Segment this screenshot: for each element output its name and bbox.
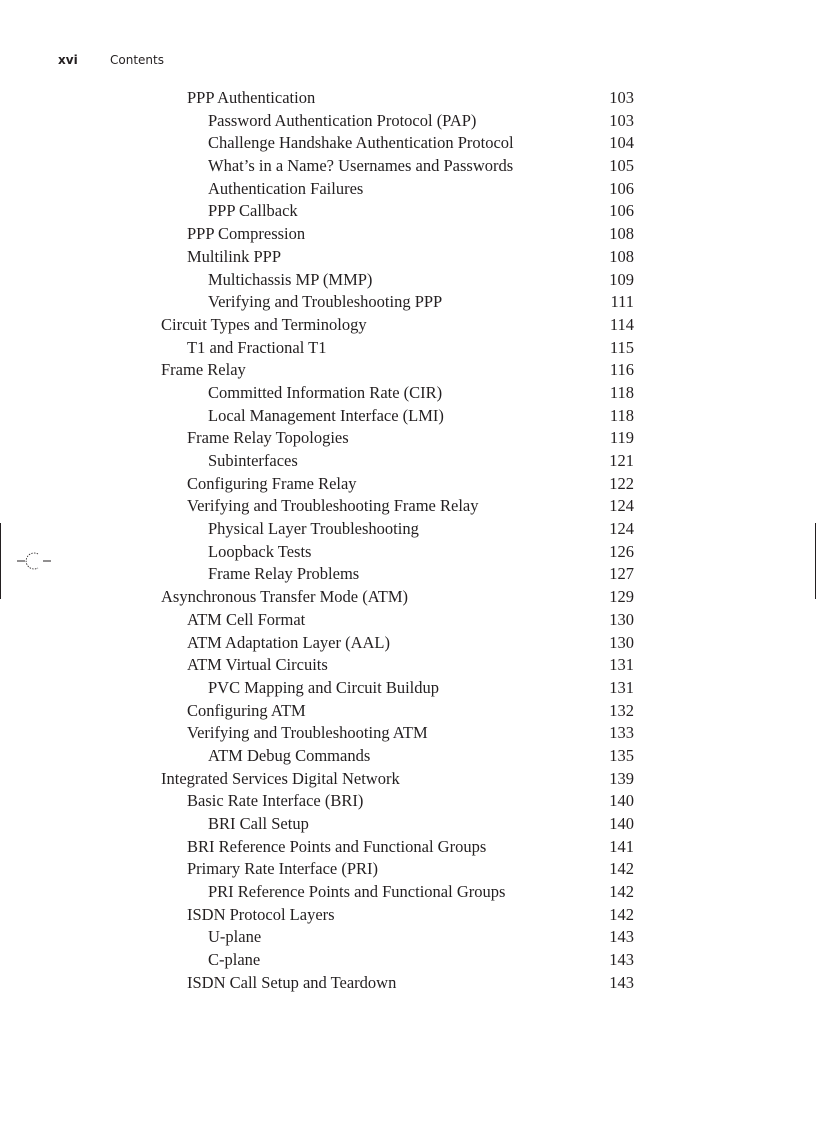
toc-entry-page: 126: [609, 541, 634, 561]
toc-entry-page: 140: [609, 814, 634, 833]
toc-entry: [0, 904, 816, 927]
toc-entry-page: 104: [609, 133, 634, 153]
toc-entry-title: ATM Adaptation Layer (AAL): [187, 632, 390, 652]
toc-entry: [0, 541, 816, 564]
toc-entry: [0, 291, 816, 314]
toc-entry-title: Asynchronous Transfer Mode (ATM): [161, 587, 409, 607]
toc-entry: [0, 132, 816, 155]
toc-entry-page: 142: [609, 882, 634, 902]
toc-entry: [0, 223, 816, 246]
toc-entry-title: BRI Call Setup: [208, 814, 309, 833]
toc-entry-page: 143: [609, 950, 634, 970]
toc-entry-title: Physical Layer Troubleshooting: [208, 519, 419, 539]
toc-entry: [0, 949, 816, 972]
toc-entry-title: Configuring Frame Relay: [187, 473, 357, 493]
toc-entry-page: 131: [609, 677, 634, 697]
toc-entry-title: ISDN Call Setup and Teardown: [187, 972, 397, 992]
toc-entry-title: Integrated Services Digital Network: [161, 768, 400, 788]
crop-mark-left: [0, 523, 1, 599]
toc-entry-page: 127: [609, 564, 634, 584]
toc-entry-title: T1 and Fractional T1: [187, 337, 327, 357]
toc-entry: [0, 359, 816, 382]
toc-entry: [0, 768, 816, 791]
toc-entry-page: 109: [609, 269, 634, 289]
toc-entry-title: ATM Cell Format: [187, 609, 306, 629]
toc-entry-page: 129: [609, 587, 634, 607]
toc-entry: [0, 110, 816, 133]
toc-entry-title: ISDN Protocol Layers: [187, 904, 335, 924]
toc-entry: [0, 155, 816, 178]
toc-entry-page: 132: [609, 700, 634, 720]
toc-entry: [0, 200, 816, 223]
toc-entry-page: 143: [609, 927, 634, 947]
toc-entry-page: 103: [609, 110, 634, 130]
toc-entry-title: ATM Virtual Circuits: [187, 655, 328, 675]
toc-entry: [0, 337, 816, 360]
toc-entry-title: Frame Relay: [161, 360, 246, 380]
toc-entry-page: 122: [609, 473, 634, 493]
toc-entry: [0, 790, 816, 813]
toc-entry: [0, 858, 816, 881]
toc-entry: [0, 246, 816, 269]
toc-entry-title: Loopback Tests: [208, 541, 312, 561]
toc-entry-page: 135: [609, 745, 634, 765]
toc-entry-title: PVC Mapping and Circuit Buildup: [208, 677, 439, 697]
toc-entry-title: What’s in a Name? Usernames and Passwords: [208, 156, 514, 176]
toc-entry: [0, 87, 816, 110]
toc-entry: [0, 586, 816, 609]
toc-entry-title: Primary Rate Interface (PRI): [187, 859, 379, 879]
toc-entry-page: 118: [609, 382, 634, 402]
page-number: xvi: [58, 53, 78, 67]
toc-entry: [0, 518, 816, 541]
toc-entry-title: Verifying and Troubleshooting ATM: [187, 723, 428, 743]
toc-entry-title: Basic Rate Interface (BRI): [187, 791, 364, 811]
toc-entry-page: 124: [609, 496, 634, 516]
toc-entry-page: 139: [609, 768, 634, 788]
toc-entry: [0, 654, 816, 677]
toc-entry: [0, 677, 816, 700]
toc-entry-page: 116: [609, 360, 634, 380]
toc-entry-page: 111: [610, 292, 634, 312]
toc-entry-title: Multichassis MP (MMP): [208, 269, 373, 289]
toc-entry-page: 143: [609, 972, 634, 992]
running-header-title: Contents: [110, 53, 164, 67]
toc-entry: [0, 495, 816, 518]
toc-entry-title: Frame Relay Topologies: [187, 428, 349, 448]
toc-entry-title: Local Management Interface (LMI): [208, 405, 444, 425]
toc-entry-page: 133: [609, 723, 634, 743]
registration-mark-icon: [16, 549, 52, 573]
toc-entry: [0, 178, 816, 201]
toc-entry-title: Circuit Types and Terminology: [161, 314, 367, 334]
toc-entry-page: 108: [609, 246, 634, 266]
toc-entry: [0, 745, 816, 768]
toc-entry-page: 130: [609, 609, 634, 629]
toc-entry: [0, 314, 816, 337]
toc-entry-page: 119: [609, 428, 634, 448]
toc-entry-title: Multilink PPP: [187, 246, 281, 266]
toc-entry-page: 124: [609, 519, 634, 539]
toc-entry: [0, 700, 816, 723]
toc-entry-page: 130: [609, 632, 634, 652]
toc-entry-title: Challenge Handshake Authentication Protocol: [208, 133, 514, 153]
toc-entry-page: 103: [609, 88, 634, 107]
toc-entry-title: Verifying and Troubleshooting PPP: [208, 292, 443, 312]
toc-entry-title: Verifying and Troubleshooting Frame Relay: [187, 496, 479, 516]
toc-entry-title: PPP Callback: [208, 201, 298, 221]
toc-entry-title: C-plane: [208, 950, 261, 970]
toc-entry-page: 118: [609, 405, 634, 425]
toc-entry: [0, 473, 816, 496]
toc-entry-page: 141: [609, 836, 634, 856]
toc-entry-page: 114: [609, 314, 634, 334]
toc-entry-page: 108: [609, 224, 634, 244]
toc-entry-page: 105: [609, 156, 634, 176]
toc-entry: [0, 269, 816, 292]
toc-entry-title: PRI Reference Points and Functional Groups: [208, 882, 506, 902]
toc-entry-title: Committed Information Rate (CIR): [208, 382, 443, 402]
toc-entry-title: Subinterfaces: [208, 451, 298, 470]
toc-entry-page: 142: [609, 859, 634, 879]
toc-entry: [0, 926, 816, 949]
toc-entry-page: 106: [609, 178, 634, 198]
toc-entry: [0, 450, 816, 473]
toc-entry: [0, 813, 816, 836]
toc-entry: [0, 722, 816, 745]
toc-entry: [0, 609, 816, 632]
toc-entry-title: BRI Reference Points and Functional Groups: [187, 836, 487, 856]
toc-entry-title: Authentication Failures: [208, 178, 364, 198]
toc-entry-title: PPP Compression: [187, 224, 306, 244]
toc-entry-page: 121: [609, 451, 634, 470]
toc-entry-title: Frame Relay Problems: [208, 564, 360, 584]
toc-entry-page: 115: [609, 337, 634, 357]
toc-entry-page: 106: [609, 201, 634, 221]
table-of-contents: [0, 87, 816, 995]
toc-entry: [0, 836, 816, 859]
toc-entry-title: U-plane: [208, 927, 262, 947]
toc-entry-page: 140: [609, 791, 634, 811]
toc-entry: [0, 972, 816, 995]
toc-entry: [0, 427, 816, 450]
toc-entry-title: ATM Debug Commands: [208, 745, 371, 765]
toc-entry-title: Password Authentication Protocol (PAP): [208, 110, 477, 130]
toc-entry-title: Configuring ATM: [187, 700, 306, 720]
toc-entry: [0, 632, 816, 655]
toc-entry: [0, 405, 816, 428]
toc-entry: [0, 382, 816, 405]
toc-entry-page: 131: [609, 655, 634, 675]
toc-entry-title: PPP Authentication: [187, 88, 316, 107]
toc-entry: [0, 881, 816, 904]
toc-entry: [0, 563, 816, 586]
toc-entry-page: 142: [609, 904, 634, 924]
